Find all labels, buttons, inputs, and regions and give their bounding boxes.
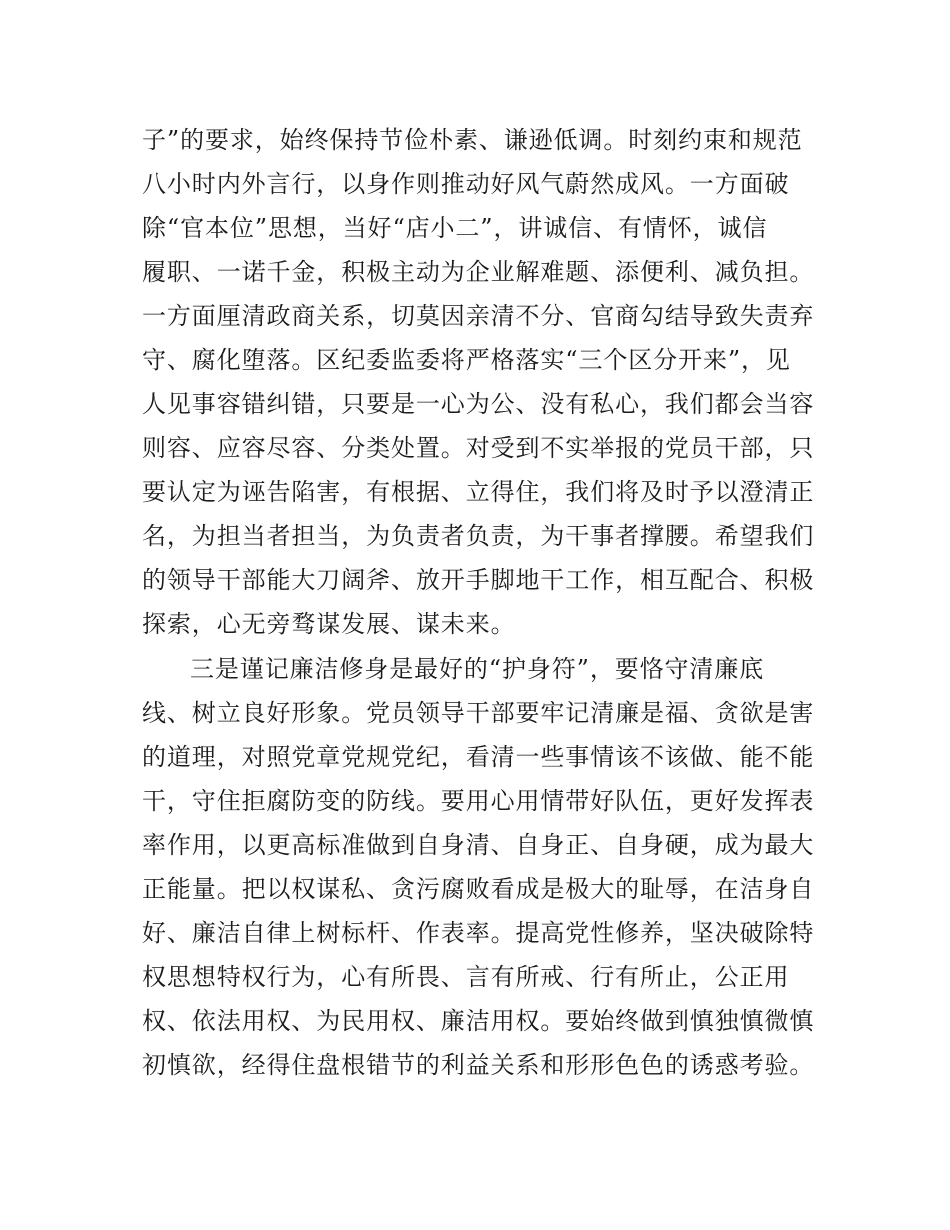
text-line: 履职、一诺千金，积极主动为企业解难题、添便利、减负担。	[142, 258, 815, 286]
body-text	[142, 118, 814, 1087]
text-line: 八小时内外言行，以身作则推动好风气蔚然成风。一方面破	[142, 170, 790, 198]
text-line: 干，守住拒腐防变的防线。要用心用情带好队伍，更好发挥表	[142, 787, 815, 815]
text-line: 人见事容错纠错，只要是一心为公、没有私心，我们都会当容	[142, 390, 815, 418]
text-line: 则容、应容尽容、分类处置。对受到不实举报的党员干部，只	[142, 434, 815, 462]
text-line: 子”的要求，始终保持节俭朴素、谦逊低调。时刻约束和规范	[142, 126, 803, 154]
text-line: 权思想特权行为，心有所畏、言有所戒、行有所止，公正用	[142, 963, 790, 991]
text-line: 率作用，以更高标准做到自身清、自身正、自身硬，成为最大	[142, 831, 815, 859]
text-line: 名，为担当者担当，为负责者负责，为干事者撑腰。希望我们	[142, 522, 815, 550]
text-line: 线、树立良好形象。党员领导干部要牢记清廉是福、贪欲是害	[142, 699, 815, 727]
text-line: 探索，心无旁骛谋发展、谋未来。	[142, 610, 516, 638]
text-line: 要认定为诬告陷害，有根据、立得住，我们将及时予以澄清正	[142, 478, 815, 506]
text-line: 守、腐化堕落。区纪委监委将严格落实“三个区分开来”，见	[142, 346, 791, 374]
paragraph-2	[142, 647, 814, 1087]
text-line: 三是谨记廉洁修身是最好的“护身符”，要恪守清廉底	[190, 655, 765, 683]
text-line: 除“官本位”思想，当好“店小二”，讲诚信、有情怀，诚信	[142, 214, 768, 242]
text-line: 初慎欲，经得住盘根错节的利益关系和形形色色的诱惑考验。	[142, 1051, 815, 1079]
text-line: 好、廉洁自律上树标杆、作表率。提高党性修养，坚决破除特	[142, 919, 815, 947]
paragraph-1	[142, 118, 814, 646]
text-line: 权、依法用权、为民用权、廉洁用权。要始终做到慎独慎微慎	[142, 1007, 815, 1035]
text-line: 的领导干部能大刀阔斧、放开手脚地干工作，相互配合、积极	[142, 566, 815, 594]
text-line: 一方面厘清政商关系，切莫因亲清不分、官商勾结导致失责弃	[142, 302, 815, 330]
text-line: 正能量。把以权谋私、贪污腐败看成是极大的耻辱，在洁身自	[142, 875, 815, 903]
text-line: 的道理，对照党章党规党纪，看清一些事情该不该做、能不能	[142, 743, 815, 771]
